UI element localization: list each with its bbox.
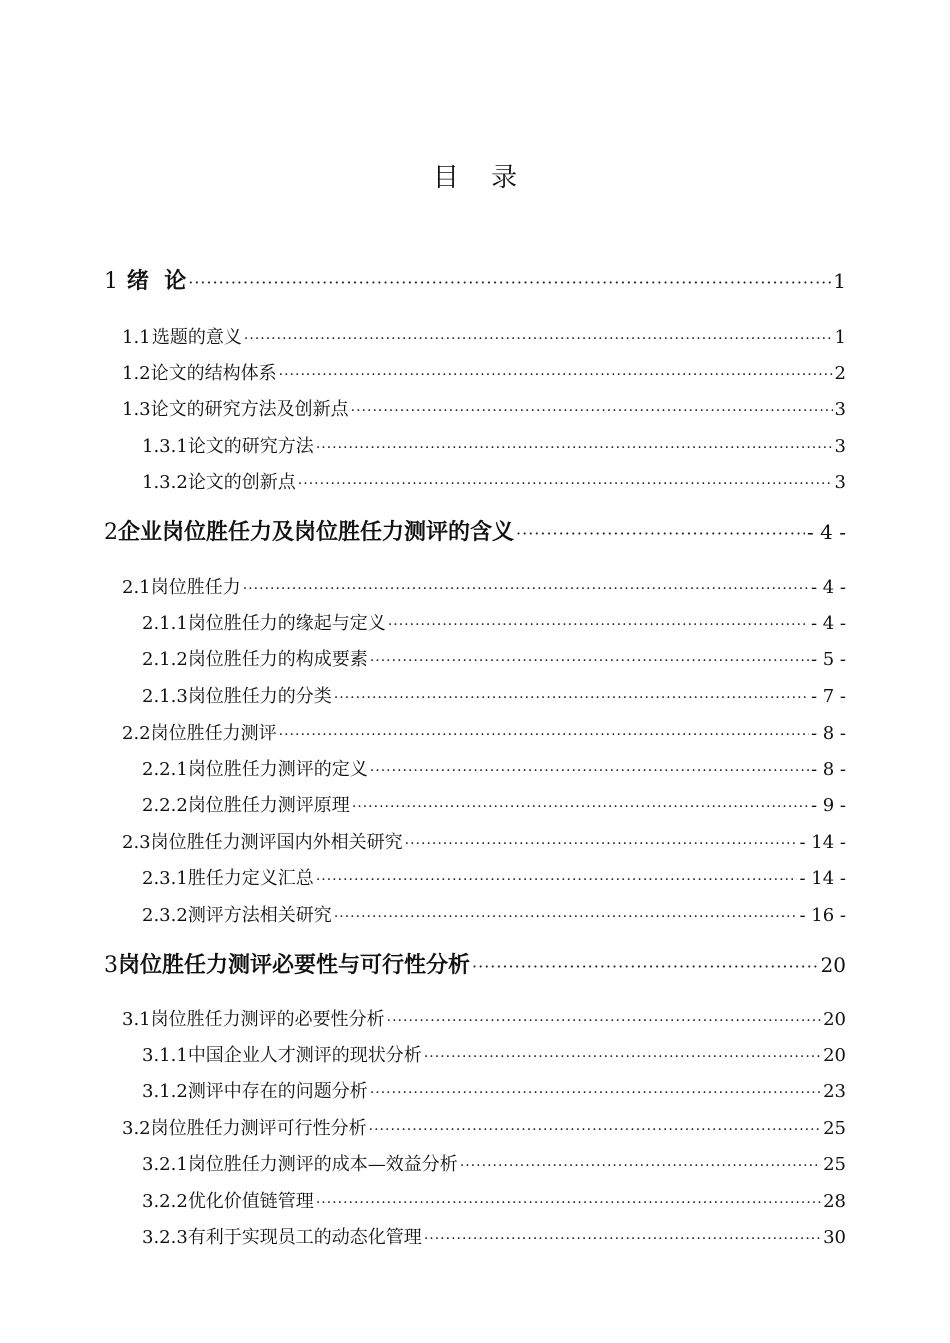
toc-entry-number: 1.3.2 [142, 472, 188, 493]
dot-leader [369, 1117, 821, 1143]
toc-entry-page: - 14 - [799, 868, 846, 889]
dot-leader [472, 952, 819, 982]
toc-entry-2-2-1[interactable] [142, 757, 846, 784]
dot-leader [188, 268, 831, 298]
toc-entry-number: 3.2 [122, 1118, 151, 1139]
toc-entry-number: 3.1.2 [142, 1081, 188, 1102]
dot-leader [370, 758, 809, 784]
toc-entry-page: 28 [823, 1191, 846, 1212]
dot-leader [460, 1153, 821, 1179]
toc-entry-3[interactable] [104, 950, 846, 982]
toc-entry-page: 25 [823, 1154, 846, 1175]
toc-entry-label: 岗位胜任力测评的成本—效益分析 [187, 1154, 458, 1175]
toc-entry-page: 2 [834, 363, 846, 384]
toc-entry-page: 25 [823, 1118, 846, 1139]
toc-entry-number: 3.1.1 [142, 1045, 188, 1066]
toc-entry-number: 2.1.3 [142, 686, 188, 707]
toc-entry-label: 中国企业人才测评的现状分析 [187, 1045, 422, 1066]
toc-entry-number: 2.1.1 [142, 613, 188, 634]
toc-entry-number: 1.3.1 [142, 436, 188, 457]
toc-entry-number: 1.3 [122, 399, 151, 420]
toc-entry-2-2[interactable] [122, 721, 846, 748]
toc-entry-2[interactable] [104, 517, 846, 549]
toc-entry-2-1-2[interactable] [142, 647, 846, 674]
toc-entry-number: 3 [104, 953, 118, 978]
toc-entry-label: 岗位胜任力测评 [150, 723, 277, 744]
toc-entry-label: 测评方法相关研究 [187, 905, 332, 926]
dot-leader [370, 648, 809, 674]
dot-leader [370, 1080, 821, 1106]
dot-leader [388, 612, 809, 638]
toc-entry-2-1[interactable] [122, 575, 846, 602]
toc-entry-number: 2.1.2 [142, 649, 188, 670]
toc-entry-1[interactable] [104, 266, 846, 298]
toc-entry-2-2-2[interactable] [142, 793, 846, 820]
toc-entry-label: 论文的研究方法及创新点 [150, 399, 349, 420]
toc-entry-label: 岗位胜任力的构成要素 [187, 649, 368, 670]
toc-entry-label: 论文的结构体系 [150, 363, 277, 384]
toc-entry-number: 3.2.1 [142, 1154, 188, 1175]
toc-entry-3-2-3[interactable] [142, 1225, 846, 1252]
toc-entry-label: 岗位胜任力测评国内外相关研究 [150, 832, 403, 853]
toc-entry-label: 岗位胜任力测评可行性分析 [150, 1118, 367, 1139]
toc-entry-2-3-1[interactable] [142, 866, 846, 893]
toc-entry-label: 企业岗位胜任力及岗位胜任力测评的含义 [118, 520, 515, 545]
toc-entry-page: - 8 - [810, 723, 846, 744]
toc-entry-number: 1.2 [122, 363, 151, 384]
toc-entry-number: 2.3.1 [142, 868, 188, 889]
toc-entry-3-1-1[interactable] [142, 1043, 846, 1070]
toc-entry-label: 测评中存在的问题分析 [187, 1081, 368, 1102]
toc-entry-page: - 4 - [807, 520, 846, 544]
toc-entry-page: - 9 - [810, 795, 846, 816]
toc-entry-number: 3.2.3 [142, 1227, 188, 1248]
toc-entry-page: - 8 - [810, 759, 846, 780]
toc-entry-1-1[interactable] [122, 325, 846, 352]
toc-entry-label: 胜任力定义汇总 [187, 868, 314, 889]
toc-entry-page: - 4 - [810, 613, 846, 634]
dot-leader [334, 904, 798, 930]
toc-entry-page: 20 [820, 953, 846, 977]
toc-entry-number: 3.1 [122, 1009, 151, 1030]
toc-entry-page: - 5 - [810, 649, 846, 670]
dot-leader [387, 1008, 821, 1034]
toc-entry-1-3-1[interactable] [142, 434, 846, 461]
toc-entry-number: 1 [104, 269, 118, 294]
dot-leader [351, 398, 833, 424]
toc-entry-label: 有利于实现员工的动态化管理 [187, 1227, 422, 1248]
dot-leader [279, 722, 809, 748]
toc-entry-number: 2.2.2 [142, 795, 188, 816]
toc-entry-3-1[interactable] [122, 1007, 846, 1034]
dot-leader [424, 1226, 821, 1252]
toc-entry-page: 20 [823, 1045, 846, 1066]
toc-entry-number: 2.1 [122, 577, 151, 598]
dot-leader [316, 435, 833, 461]
toc-entry-page: 3 [834, 399, 846, 420]
toc-entry-number: 2.2.1 [142, 759, 188, 780]
toc-entry-label: 选题的意义 [151, 327, 242, 348]
toc-entry-page: 3 [834, 472, 846, 493]
toc-entry-3-2-2[interactable] [142, 1189, 846, 1216]
toc-entry-1-3[interactable] [122, 397, 846, 424]
toc-entry-label: 论文的研究方法 [187, 436, 314, 457]
toc-entry-label: 岗位胜任力测评原理 [187, 795, 350, 816]
toc-entry-1-3-2[interactable] [142, 470, 846, 497]
toc-entry-label: 岗位胜任力测评的必要性分析 [150, 1009, 385, 1030]
toc-entry-label: 绪 论 [126, 269, 187, 294]
toc-entry-number: 2.3 [122, 832, 151, 853]
toc-entry-label: 岗位胜任力测评必要性与可行性分析 [118, 953, 471, 978]
toc-entry-page: 20 [823, 1009, 846, 1030]
toc-entry-label: 岗位胜任力的分类 [187, 686, 332, 707]
toc-entry-number: 3.2.2 [142, 1191, 188, 1212]
dot-leader [279, 362, 833, 388]
toc-entry-number: 1.1 [122, 327, 151, 348]
dot-leader [334, 685, 809, 711]
toc-entry-label: 岗位胜任力的缘起与定义 [187, 613, 386, 634]
toc-entry-number: 2.2 [122, 723, 151, 744]
toc-title: 目 录 [432, 163, 530, 193]
toc-entry-page: 1 [834, 327, 846, 348]
dot-leader [298, 471, 833, 497]
toc-entry-page: - 7 - [810, 686, 846, 707]
toc-entry-label: 论文的创新点 [187, 472, 296, 493]
toc-entry-page: - 16 - [799, 905, 846, 926]
toc-entry-label: 优化价值链管理 [187, 1191, 314, 1212]
dot-leader [243, 576, 809, 602]
toc-entry-page: - 14 - [799, 832, 846, 853]
dot-leader [244, 326, 833, 352]
toc-entry-label: 岗位胜任力 [150, 577, 241, 598]
toc-entry-3-2-1[interactable] [142, 1152, 846, 1179]
toc-entry-2-3-2[interactable] [142, 903, 846, 930]
toc-entry-page: - 4 - [810, 577, 846, 598]
dot-leader [424, 1044, 821, 1070]
toc-entry-2-3[interactable] [122, 830, 846, 857]
toc-entry-page: 23 [823, 1081, 846, 1102]
toc-entry-label: 岗位胜任力测评的定义 [187, 759, 368, 780]
toc-entry-2-1-3[interactable] [142, 684, 846, 711]
dot-leader [405, 831, 798, 857]
toc-entry-3-1-2[interactable] [142, 1079, 846, 1106]
dot-leader [316, 867, 798, 893]
toc-entry-3-2[interactable] [122, 1116, 846, 1143]
toc-entry-number: 2 [104, 520, 118, 545]
toc-entry-page: 3 [834, 436, 846, 457]
dot-leader [516, 519, 805, 549]
toc-entry-number: 2.3.2 [142, 905, 188, 926]
toc-entry-1-2[interactable] [122, 361, 846, 388]
toc-entry-2-1-1[interactable] [142, 611, 846, 638]
toc-entry-page: 30 [823, 1227, 846, 1248]
toc-entry-page: 1 [833, 269, 846, 293]
dot-leader [316, 1190, 821, 1216]
dot-leader [352, 794, 809, 820]
